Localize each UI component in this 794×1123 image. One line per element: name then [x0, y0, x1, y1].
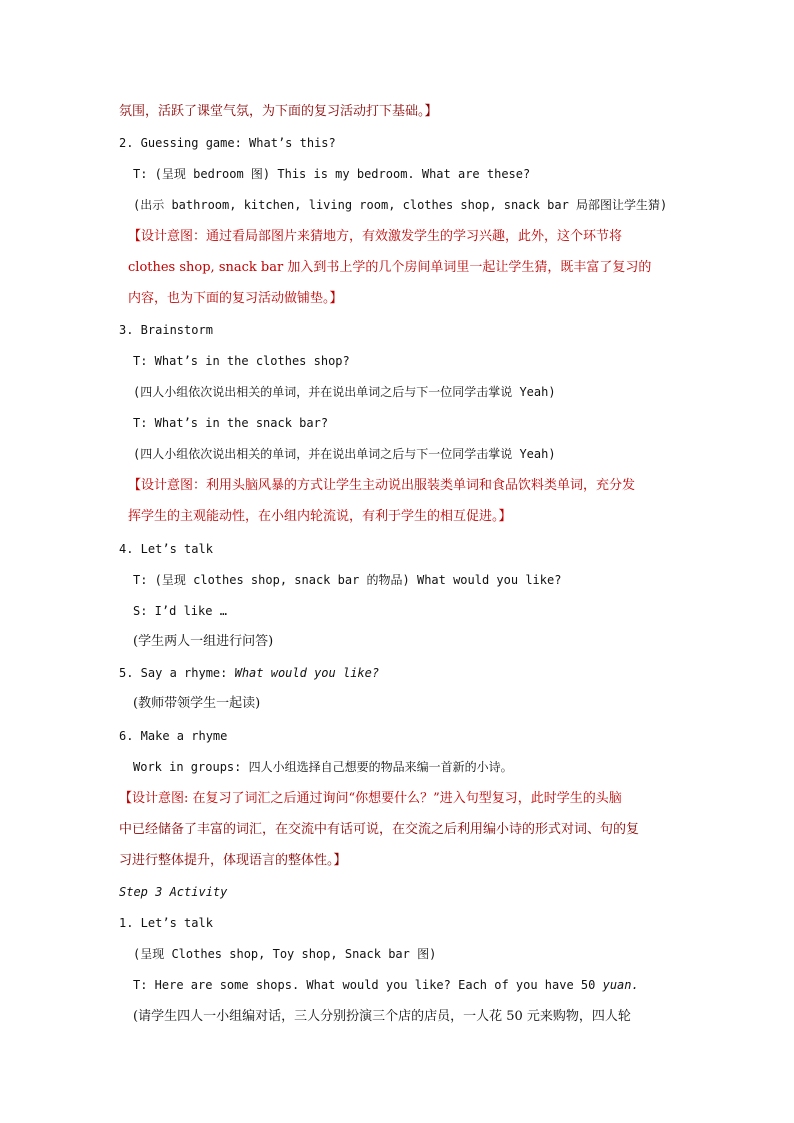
rhyme-title: What would you like? — [234, 666, 380, 680]
design-intent-line: 挥学生的主观能动性，在小组内轮流说，有利于学生的相互促进。】 — [128, 509, 512, 524]
teacher-line-text: T: Here are some shops. What would you like? Each of you have 50 — [133, 978, 603, 992]
group-work-line: Work in groups: 四人小组选择自己想要的物品来编一首新的小诗。 — [133, 760, 513, 774]
instruction-line: (学生两人一组进行问答) — [133, 634, 274, 649]
design-intent-line: 内容，也为下面的复习活动做铺垫。】 — [128, 291, 343, 306]
section-heading-make-rhyme: 6. Make a rhyme — [119, 729, 228, 743]
instruction-line: (出示 bathroom, kitchen, living room, clothes shop, snack bar 局部图让学生猜) — [133, 198, 668, 212]
student-line: S: I’d like … — [133, 604, 227, 618]
instruction-line: (教师带领学生一起读) — [133, 696, 261, 711]
section-heading-lets-talk-2: 1. Let’s talk — [119, 916, 213, 930]
step-heading: Step 3 Activity — [119, 885, 228, 899]
design-intent-line: 【设计意图: 在复习了词汇之后通过询问“你想要什么？”进入句型复习，此时学生的头脑 — [119, 791, 622, 806]
section-heading-guessing-game: 2. Guessing game: What’s this? — [119, 136, 336, 150]
rhyme-heading-label: 5. Say a rhyme: — [119, 666, 235, 680]
design-intent-line: 【设计意图：利用头脑风暴的方式让学生主动说出服装类单词和食品饮料类单词，充分发 — [128, 478, 636, 493]
design-intent-line: 中已经储备了丰富的词汇，在交流中有话可说，在交流之后利用编小诗的形式对词、句的复 — [119, 822, 640, 837]
design-intent-line: 习进行整体提升，体现语言的整体性。】 — [119, 853, 347, 868]
teacher-line: T: (呈现 clothes shop, snack bar 的物品) What would you like? — [133, 573, 562, 587]
teacher-line: T: What’s in the snack bar? — [133, 416, 329, 430]
section-heading-say-rhyme — [119, 664, 379, 682]
teacher-line: T: What’s in the clothes shop? — [133, 354, 350, 368]
section-heading-brainstorm: 3. Brainstorm — [119, 323, 213, 337]
teacher-line: T: (呈现 bedroom 图) This is my bedroom. What are these? — [133, 167, 531, 181]
design-intent-tail: 氛围，活跃了课堂气氛，为下面的复习活动打下基础。】 — [119, 104, 438, 119]
teacher-line — [133, 976, 639, 994]
instruction-line: (四人小组依次说出相关的单词，并在说出单词之后与下一位同学击掌说 Yeah) — [133, 447, 556, 461]
section-heading-lets-talk: 4. Let’s talk — [119, 542, 213, 556]
instruction-line: (呈现 Clothes shop, Toy shop, Snack bar 图) — [133, 947, 437, 961]
instruction-line: (四人小组依次说出相关的单词，并在说出单词之后与下一位同学击掌说 Yeah) — [133, 385, 556, 399]
currency-word: yuan. — [602, 978, 639, 992]
design-intent-line: 【设计意图：通过看局部图片来猜地方，有效激发学生的学习兴趣，此外，这个环节将 — [128, 229, 623, 244]
design-intent-line: clothes shop, snack bar 加入到书上学的几个房间单词里一起让学生猜，既丰富了复习的 — [128, 260, 652, 275]
instruction-line: (请学生四人一小组编对话，三人分别扮演三个店的店员，一人花 50 元来购物，四人轮 — [133, 1009, 631, 1024]
